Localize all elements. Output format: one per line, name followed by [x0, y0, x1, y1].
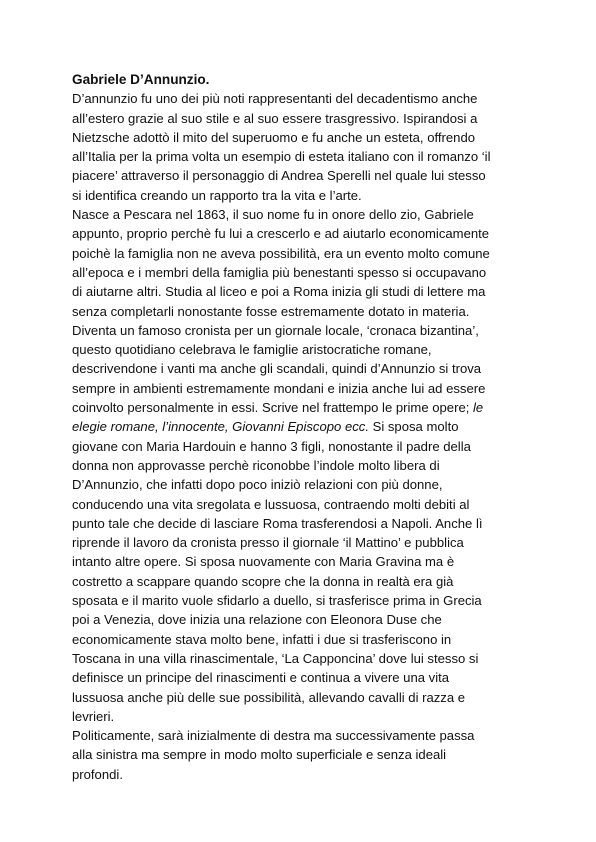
text-line: profondi.	[72, 766, 123, 782]
text-line: descrivendone i vanti ma anche gli scandali, quindi d’Annunzio si trova	[72, 361, 482, 377]
text-line: costretto a scappare quando scopre che la donna in realtà era già	[72, 573, 454, 589]
text-line: Toscana in una villa rinascimentale, ‘La Capponcina’ dove lui stesso si	[72, 650, 479, 666]
text-segment: Si sposa molto	[368, 419, 459, 435]
text-line: poichè la famiglia non ne aveva possibilità, era un evento molto comune	[72, 245, 490, 261]
text-line: giovane con Maria Hardouin e hanno 3 figli, nonostante il padre della	[72, 438, 471, 454]
paragraph-politics	[72, 726, 517, 784]
text-line: riprende il lavoro da cronista presso il giornale ‘il Mattino’ e pubblica	[72, 535, 464, 551]
text-line: punto tale che decide di lasciare Roma trasferendosi a Napoli. Anche lì	[72, 515, 483, 531]
text-segment: coinvolto personalmente in essi. Scrive nel frattempo le prime opere;	[72, 400, 470, 416]
text-line: poi a Venezia, dove inizia una relazione con Eleonora Duse che	[72, 612, 442, 628]
text-line: senza completarli nonostante fosse estremamente dotato in materia.	[72, 303, 470, 319]
text-line: D’annunzio fu uno dei più noti rappresentanti del decadentismo anche	[72, 91, 478, 107]
text-line: intanto altre opere. Si sposa nuovamente con Maria Gravina ma è	[72, 554, 455, 570]
text-line: all’epoca e i membri della famiglia più benestanti spesso si occupavano	[72, 264, 487, 280]
text-line: Nietzsche adottò il mito del superuomo e fu anche un esteta, offrendo	[72, 129, 476, 145]
text-line: all’estero grazie al suo stile e al suo essere trasgressivo. Ispirandosi a	[72, 110, 478, 126]
italic-segment: le	[473, 400, 484, 416]
text-line: all’Italia per la prima volta un esempio di esteta italiano con il romanzo ‘il	[72, 149, 491, 165]
document-title: Gabriele D’Annunzio.	[72, 72, 210, 87]
text-line: definisce un principe del rinascimenti e continua a vivere una vita	[72, 670, 450, 686]
text-line-mixed	[72, 417, 517, 436]
paragraph-intro	[72, 89, 517, 205]
text-line: Diventa un famoso cronista per un giornale locale, ‘cronaca bizantina’,	[72, 322, 479, 338]
text-line: sposata e il marito vuole sfidarlo a duello, si trasferisce prima in Grecia	[72, 593, 482, 609]
paragraph-biography	[72, 205, 517, 726]
text-line: alla sinistra ma sempre in modo molto superficiale e senza ideali	[72, 747, 447, 763]
text-line: levrieri.	[72, 708, 115, 724]
text-line: piacere’ attraverso il personaggio di Andrea Sperelli nel quale lui stesso	[72, 168, 486, 184]
text-line: conducendo una vita sregolata e lussuosa, contraendo molti debiti al	[72, 496, 470, 512]
text-line: D’Annunzio, che infatti dopo poco iniziò relazioni con più donne,	[72, 477, 443, 493]
text-line: Politicamente, sarà inizialmente di destra ma successivamente passa	[72, 728, 475, 744]
text-line: donna non approvasse perchè riconobbe l’indole molto libera di	[72, 457, 440, 473]
italic-segment: elegie romane, l’innocente, Giovanni Episcopo ecc.	[72, 419, 369, 435]
text-line: sempre in ambienti estremamente mondani e inizia anche lui ad essere	[72, 380, 486, 396]
text-line: si identifica creando un rapporto tra la vita e l’arte.	[72, 187, 362, 203]
text-line: appunto, proprio perchè fu lui a crescerlo e ad aiutarlo economicamente	[72, 226, 490, 242]
text-line: lussuosa anche più delle sue possibilità, allevando cavalli di razza e	[72, 689, 466, 705]
text-line: questo quotidiano celebrava le famiglie aristocratiche romane,	[72, 342, 432, 358]
text-line: di aiutarne altri. Studia al liceo e poi a Roma inizia gli studi di lettere ma	[72, 284, 486, 300]
document-page	[72, 70, 517, 784]
text-line: Nasce a Pescara nel 1863, il suo nome fu in onore dello zio, Gabriele	[72, 207, 474, 223]
text-line: economicamente stava molto bene, infatti i due si trasferiscono in	[72, 631, 452, 647]
text-line-mixed	[72, 398, 517, 417]
